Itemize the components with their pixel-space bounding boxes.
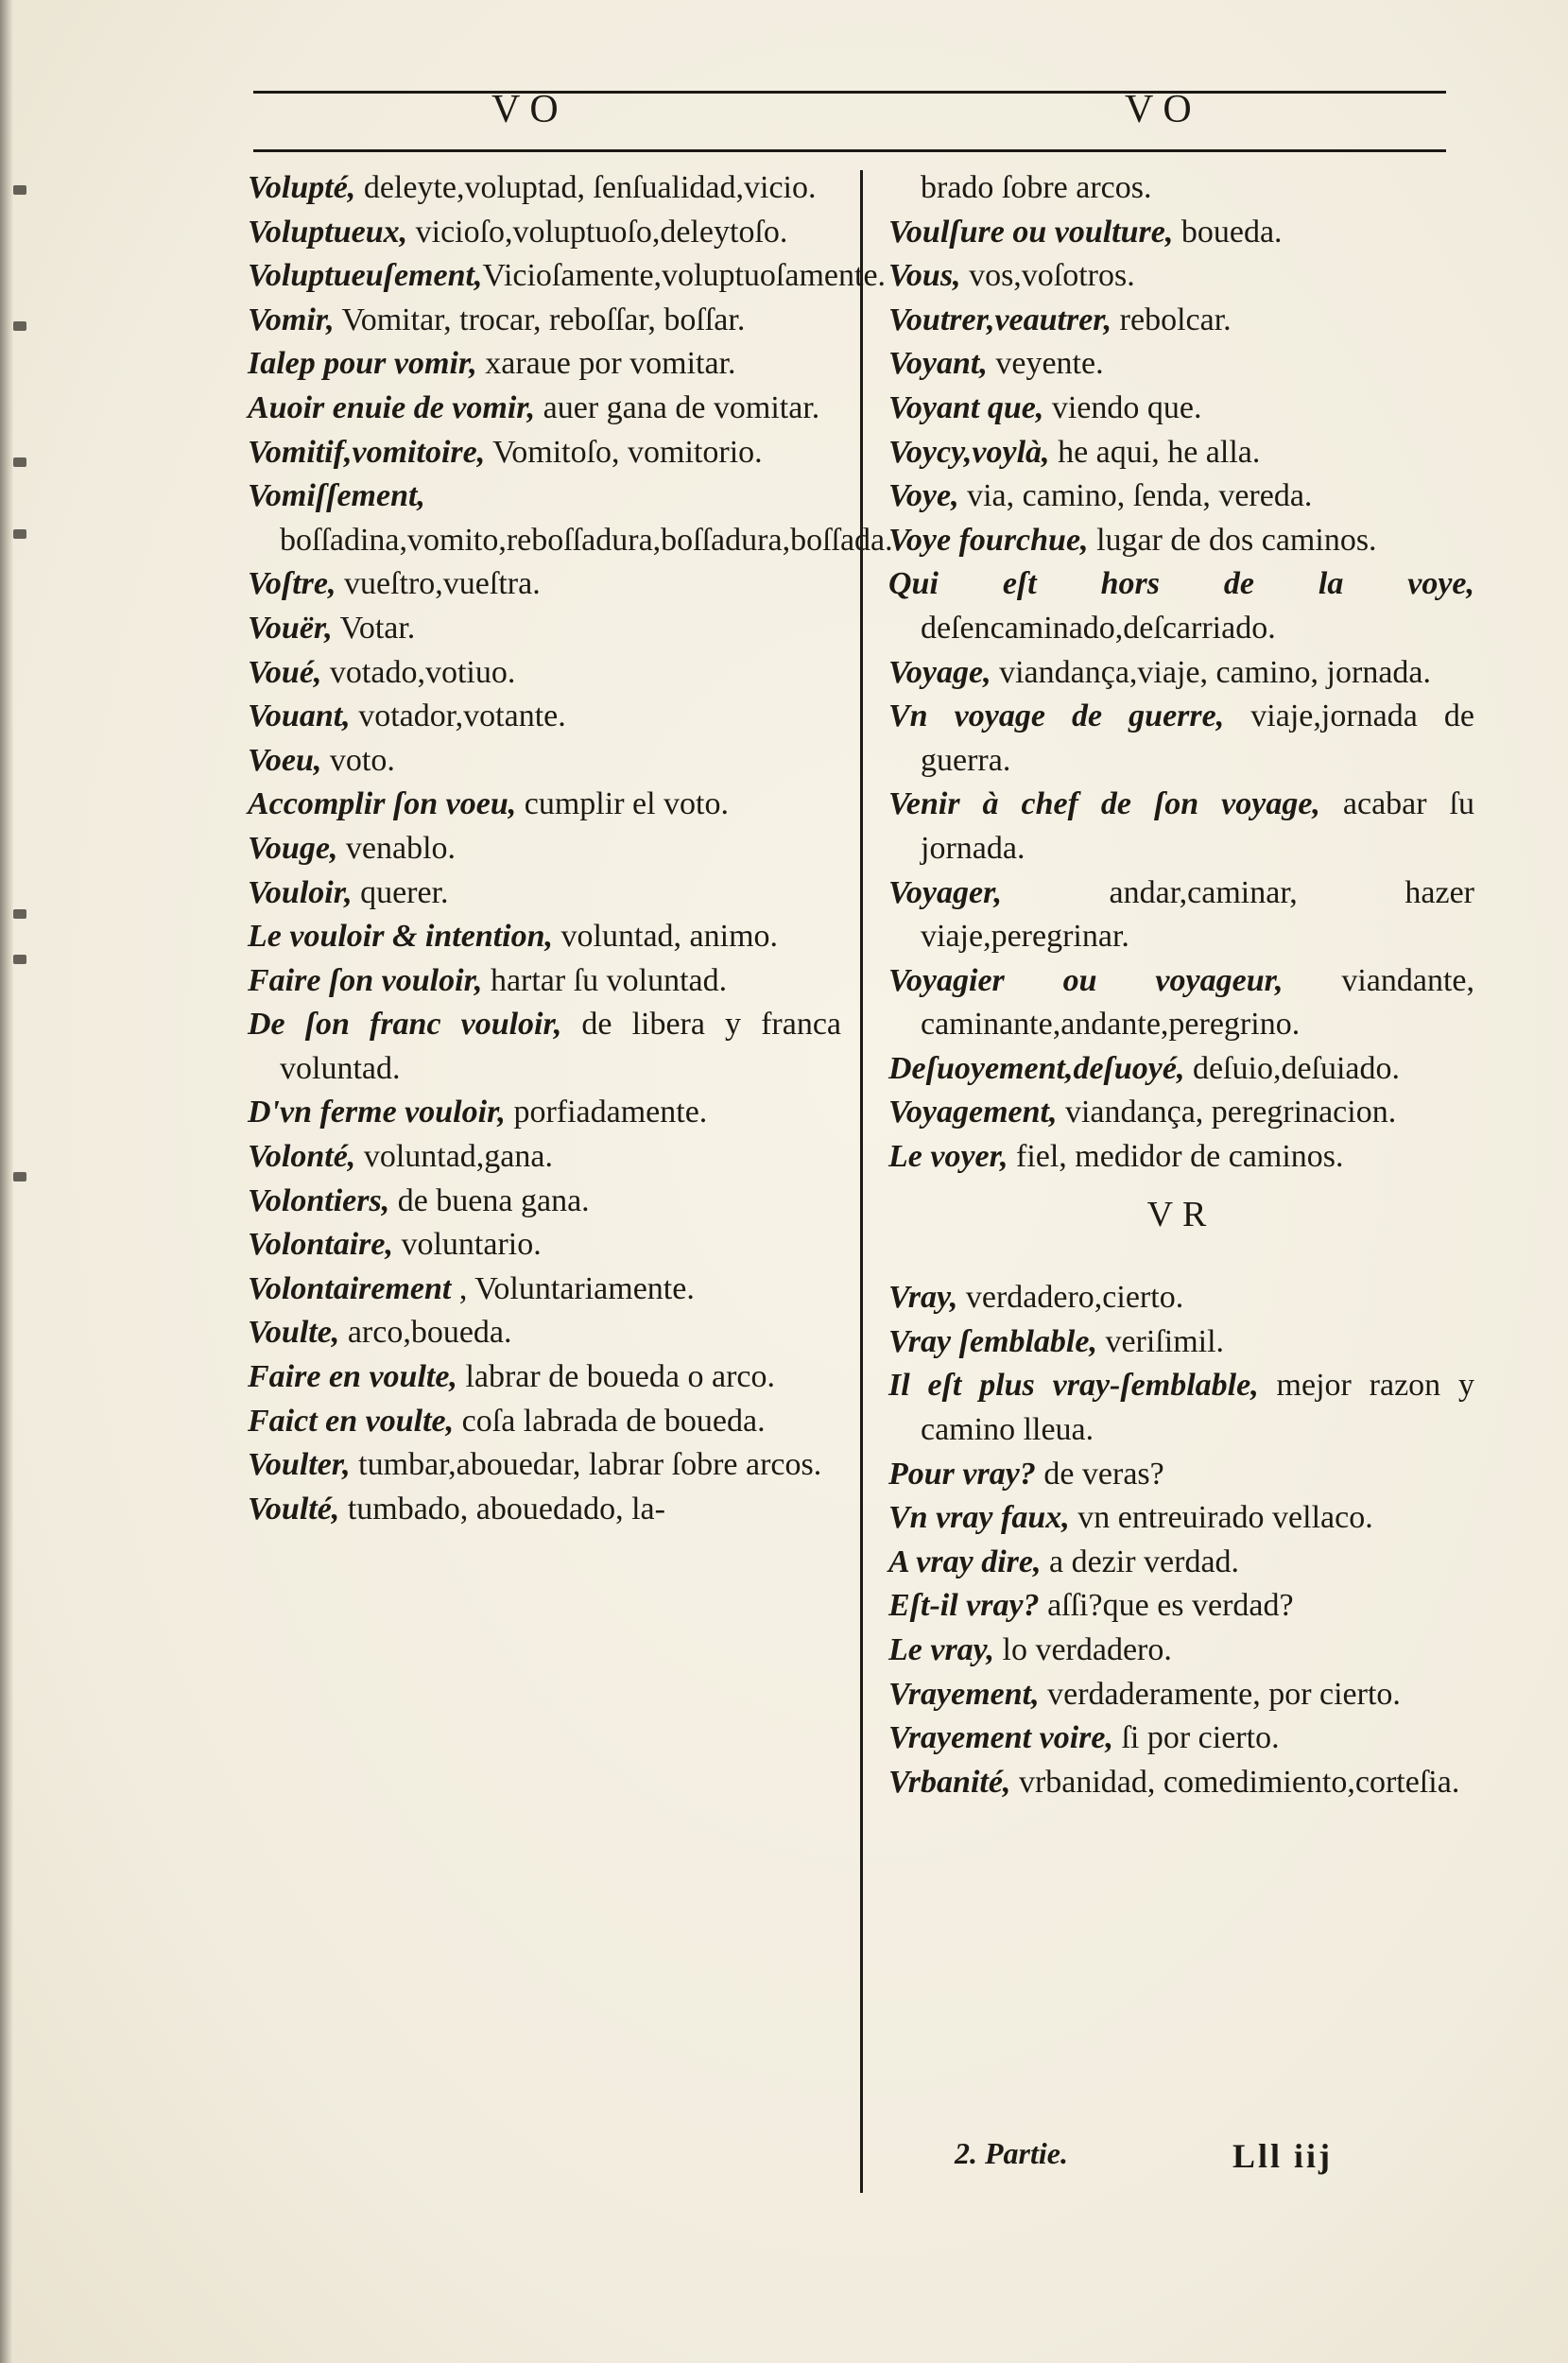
running-head-right: VO bbox=[1125, 88, 1201, 131]
gloss: Vomitar, trocar, reboſſar, boſſar. bbox=[334, 302, 746, 337]
headword: Voyant, bbox=[888, 346, 988, 382]
gloss: votado,votiuo. bbox=[321, 654, 516, 690]
headword: Voye, bbox=[888, 478, 959, 514]
headword: Il eſt plus vray-ſemblable, bbox=[888, 1368, 1259, 1404]
right-column-vo-entries bbox=[888, 211, 1474, 1180]
headword: Vray ſemblable, bbox=[888, 1323, 1097, 1359]
dictionary-entry bbox=[888, 474, 1474, 519]
dictionary-entry bbox=[248, 959, 841, 1004]
running-head-left: VO bbox=[491, 88, 568, 131]
headword: De ſon franc vouloir, bbox=[248, 1007, 562, 1043]
bleed-mark bbox=[13, 529, 26, 539]
dictionary-entry bbox=[248, 166, 841, 211]
headword: Vouër, bbox=[248, 610, 333, 646]
headword: Venir à chef de ſon voyage, bbox=[888, 786, 1320, 822]
gloss: viandança,viaje, camino, jornada. bbox=[991, 654, 1432, 690]
gloss: verdaderamente, por cierto. bbox=[1039, 1676, 1401, 1712]
dictionary-entry bbox=[248, 1091, 841, 1135]
dictionary-entry bbox=[248, 211, 841, 255]
dictionary-entry bbox=[248, 651, 841, 696]
dictionary-entry bbox=[248, 1355, 841, 1400]
headword: Voeu, bbox=[248, 742, 322, 778]
dictionary-entry bbox=[888, 1364, 1474, 1452]
gloss: voto. bbox=[321, 742, 395, 778]
gloss: labrar de boueda o arco. bbox=[457, 1359, 775, 1395]
dictionary-entry bbox=[888, 1135, 1474, 1180]
right-column-vr-entries bbox=[888, 1276, 1474, 1804]
gloss: lo verdadero. bbox=[994, 1632, 1172, 1667]
gloss: rebolcar. bbox=[1111, 302, 1232, 337]
gloss: veyente. bbox=[987, 346, 1104, 382]
headword: Voycy,voylà, bbox=[888, 434, 1050, 470]
gloss: hartar ſu voluntad. bbox=[482, 962, 728, 998]
dictionary-entry bbox=[888, 1320, 1474, 1365]
gloss: , Voluntariamente. bbox=[451, 1270, 695, 1306]
headword: Vouant, bbox=[248, 699, 351, 734]
gloss: viendo que. bbox=[1043, 389, 1202, 425]
dictionary-entry bbox=[248, 607, 841, 651]
headword: Faire en voulte, bbox=[248, 1359, 457, 1395]
dictionary-entry bbox=[888, 431, 1474, 475]
dictionary-entry bbox=[248, 1223, 841, 1268]
headword: Voué, bbox=[248, 654, 322, 690]
dictionary-entry bbox=[248, 474, 893, 562]
gloss: Votar. bbox=[332, 610, 416, 646]
gloss: Vomitoſo, vomitorio. bbox=[485, 434, 763, 470]
gloss: via, camino, ſenda, vereda. bbox=[958, 478, 1313, 514]
dictionary-entry bbox=[248, 1003, 841, 1091]
gloss: auer gana de vomitar. bbox=[535, 389, 820, 425]
headword: Voyager, bbox=[888, 874, 1002, 910]
headword: Vouloir, bbox=[248, 874, 353, 910]
dictionary-entry bbox=[888, 783, 1474, 871]
headword: Pour vray? bbox=[888, 1456, 1036, 1492]
dictionary-entry bbox=[248, 1443, 841, 1488]
headword: Vrbanité, bbox=[888, 1764, 1011, 1800]
gloss: a dezir verdad. bbox=[1041, 1544, 1240, 1579]
gloss: cumplir el voto. bbox=[516, 786, 730, 822]
dictionary-entry bbox=[888, 1276, 1474, 1320]
headword: Voluptueux, bbox=[248, 214, 408, 250]
column-divider bbox=[860, 170, 863, 2193]
dictionary-entry bbox=[248, 783, 841, 827]
gloss: vn entreuirado vellaco. bbox=[1069, 1500, 1373, 1536]
dictionary-entry bbox=[888, 1584, 1474, 1629]
headword: Le vouloir & intention, bbox=[248, 919, 554, 955]
gloss: de veras? bbox=[1035, 1456, 1164, 1492]
gloss: vicioſo,voluptuoſo,deleytoſo. bbox=[407, 214, 788, 250]
headword: Voulter, bbox=[248, 1447, 351, 1483]
dictionary-entry bbox=[888, 1047, 1474, 1092]
gloss: vos,voſotros. bbox=[960, 258, 1135, 294]
bleed-mark bbox=[13, 185, 26, 195]
gloss: aſſi?que es verdad? bbox=[1039, 1588, 1294, 1624]
continued-line: brado ſobre arcos. bbox=[921, 170, 1152, 205]
bleed-mark bbox=[13, 909, 26, 919]
gloss: acabar ſu jornada. bbox=[921, 786, 1474, 866]
headword: Voyage, bbox=[888, 654, 991, 690]
bleed-mark bbox=[13, 321, 26, 331]
headword: Le voyer, bbox=[888, 1139, 1008, 1175]
headword: D'vn ferme vouloir, bbox=[248, 1095, 506, 1130]
headword: Eſt-il vray? bbox=[888, 1588, 1040, 1624]
headword: Vomitif,vomitoire, bbox=[248, 434, 486, 470]
gloss: boueda. bbox=[1173, 214, 1283, 250]
gloss: de libera y franca voluntad. bbox=[280, 1007, 841, 1086]
headword: Voulté, bbox=[248, 1491, 340, 1526]
headword: Ialep pour vomir, bbox=[248, 346, 477, 382]
dictionary-entry bbox=[888, 1629, 1474, 1673]
dictionary-entry bbox=[248, 695, 841, 739]
dictionary-entry bbox=[888, 387, 1474, 431]
gloss: deleyte,voluptad, ſenſualidad,vicio. bbox=[355, 170, 817, 205]
headword: Volonté, bbox=[248, 1139, 356, 1175]
headword: Accomplir ſon voeu, bbox=[248, 786, 517, 822]
gloss: veriſimil. bbox=[1096, 1323, 1225, 1359]
headword: Vn vray faux, bbox=[888, 1500, 1070, 1536]
gloss: Vicioſamente,voluptuoſamente. bbox=[482, 258, 887, 294]
dictionary-entry bbox=[248, 1135, 841, 1180]
dictionary-entry bbox=[248, 342, 841, 387]
gloss: arco,boueda. bbox=[339, 1315, 512, 1351]
left-column bbox=[248, 166, 893, 1531]
gloss: tumbar,abouedar, labrar ſobre arcos. bbox=[350, 1447, 822, 1483]
dictionary-entry bbox=[248, 1488, 841, 1532]
dictionary-entry bbox=[888, 1541, 1474, 1585]
gloss: viandante, caminante,andante,peregrino. bbox=[921, 962, 1475, 1043]
bleed-mark bbox=[13, 457, 26, 467]
gloss: fiel, medidor de caminos. bbox=[1008, 1139, 1344, 1175]
dictionary-entry bbox=[888, 1673, 1474, 1717]
dictionary-entry bbox=[248, 739, 841, 784]
headword: Le vray, bbox=[888, 1632, 995, 1667]
headword: Deſuoyement,deſuoyé, bbox=[888, 1050, 1185, 1086]
headword: Auoir enuie de vomir, bbox=[248, 389, 536, 425]
gloss: andar,caminar, hazer viaje,peregrinar. bbox=[921, 874, 1474, 955]
headword: Vrayement voire, bbox=[888, 1720, 1113, 1756]
gloss: xaraue por vomitar. bbox=[476, 346, 736, 382]
header-rule-bottom bbox=[253, 149, 1446, 152]
dictionary-entry bbox=[888, 871, 1474, 959]
book-gutter-edge bbox=[0, 0, 13, 2363]
dictionary-entry bbox=[888, 211, 1474, 255]
gloss: lugar de dos caminos. bbox=[1088, 522, 1377, 558]
dictionary-entry bbox=[888, 695, 1474, 783]
right-column bbox=[888, 166, 1474, 1804]
page-footer bbox=[955, 2136, 1446, 2176]
dictionary-entry bbox=[248, 1268, 841, 1312]
headword: Vn voyage de guerre, bbox=[888, 699, 1225, 734]
dictionary-entry bbox=[888, 299, 1474, 343]
headword: Voulte, bbox=[248, 1315, 340, 1351]
dictionary-entry bbox=[888, 1496, 1474, 1541]
headword: Volontiers, bbox=[248, 1182, 390, 1218]
gloss: viaje,jornada de guerra. bbox=[921, 699, 1474, 778]
headword: Volupté, bbox=[248, 170, 356, 205]
gloss: voluntad,gana. bbox=[355, 1139, 553, 1175]
dictionary-entry bbox=[248, 254, 887, 299]
headword: Volontaire, bbox=[248, 1227, 393, 1263]
gloss: porfiadamente. bbox=[505, 1095, 708, 1130]
dictionary-entry bbox=[888, 1761, 1474, 1805]
gloss: mejor razon y camino lleua. bbox=[921, 1368, 1475, 1448]
dictionary-entry bbox=[248, 1400, 841, 1444]
bleed-mark bbox=[13, 1172, 26, 1182]
dictionary-entry bbox=[248, 1311, 841, 1355]
gloss: votador,votante. bbox=[350, 699, 566, 734]
gloss: deſencaminado,deſcarriado. bbox=[921, 610, 1276, 646]
headword: Voſtre, bbox=[248, 566, 336, 602]
headword: Voluptueuſement, bbox=[248, 258, 483, 294]
gloss: ſi por cierto. bbox=[1112, 1720, 1280, 1756]
footer-part: 2. Partie. bbox=[955, 2136, 1068, 2170]
headword: Vrayement, bbox=[888, 1676, 1040, 1712]
gloss: boſſadina,vomito,reboſſadura,boſſadura,boſſada. bbox=[280, 522, 893, 558]
headword: Volontairement bbox=[248, 1270, 452, 1306]
headword: Faire ſon vouloir, bbox=[248, 962, 483, 998]
dictionary-entry bbox=[888, 562, 1474, 650]
dictionary-entry bbox=[888, 254, 1474, 299]
dictionary-entry bbox=[248, 871, 841, 916]
section-heading: VR bbox=[1146, 1194, 1216, 1234]
gloss: venablo. bbox=[337, 830, 457, 866]
dictionary-entry bbox=[888, 1091, 1474, 1135]
dictionary-entry bbox=[248, 562, 841, 607]
dictionary-entry bbox=[888, 959, 1474, 1047]
dictionary-entry bbox=[248, 299, 841, 343]
dictionary-entry bbox=[888, 651, 1474, 696]
signature-mark: Lll iij bbox=[1232, 2137, 1333, 2175]
headword: Voulſure ou voulture, bbox=[888, 214, 1174, 250]
dictionary-entry bbox=[888, 1453, 1474, 1497]
gloss: de buena gana. bbox=[389, 1182, 590, 1218]
headword: Voyant que, bbox=[888, 389, 1044, 425]
gloss: tumbado, abouedado, la- bbox=[339, 1491, 665, 1526]
headword: Qui eſt hors de la voye, bbox=[888, 566, 1474, 602]
headword: A vray dire, bbox=[888, 1544, 1042, 1579]
gloss: vrbanidad, comedimiento,corteſia. bbox=[1010, 1764, 1460, 1800]
dictionary-entry bbox=[888, 1716, 1474, 1761]
headword: Voutrer,veautrer, bbox=[888, 302, 1112, 337]
dictionary-entry bbox=[248, 387, 841, 431]
dictionary-entry bbox=[248, 915, 841, 959]
bleed-mark bbox=[13, 955, 26, 964]
header-rule-top bbox=[253, 91, 1446, 94]
dictionary-entry bbox=[248, 1180, 841, 1224]
headword: Vomir, bbox=[248, 302, 335, 337]
dictionary-entry bbox=[888, 342, 1474, 387]
dictionary-entry bbox=[888, 519, 1474, 563]
headword: Voyagier ou voyageur, bbox=[888, 962, 1284, 998]
gloss: viandança, peregrinacion. bbox=[1057, 1095, 1397, 1130]
headword: Vous, bbox=[888, 258, 961, 294]
dictionary-entry bbox=[248, 431, 841, 475]
gloss: querer. bbox=[352, 874, 449, 910]
dictionary-entry bbox=[248, 827, 841, 871]
gloss: voluntad, animo. bbox=[553, 919, 779, 955]
headword: Vouge, bbox=[248, 830, 338, 866]
headword: Vomiſſement, bbox=[248, 478, 425, 514]
gloss: verdadero,cierto. bbox=[957, 1280, 1184, 1316]
headword: Faict en voulte, bbox=[248, 1403, 455, 1439]
headword: Voyagement, bbox=[888, 1095, 1058, 1130]
gloss: coſa labrada de boueda. bbox=[454, 1403, 766, 1439]
gloss: voluntario. bbox=[392, 1227, 542, 1263]
gloss: deſuio,deſuiado. bbox=[1184, 1050, 1401, 1086]
gloss: vueſtro,vueſtra. bbox=[336, 566, 541, 602]
gloss: he aqui, he alla. bbox=[1049, 434, 1261, 470]
headword: Voye fourchue, bbox=[888, 522, 1089, 558]
headword: Vray, bbox=[888, 1280, 958, 1316]
